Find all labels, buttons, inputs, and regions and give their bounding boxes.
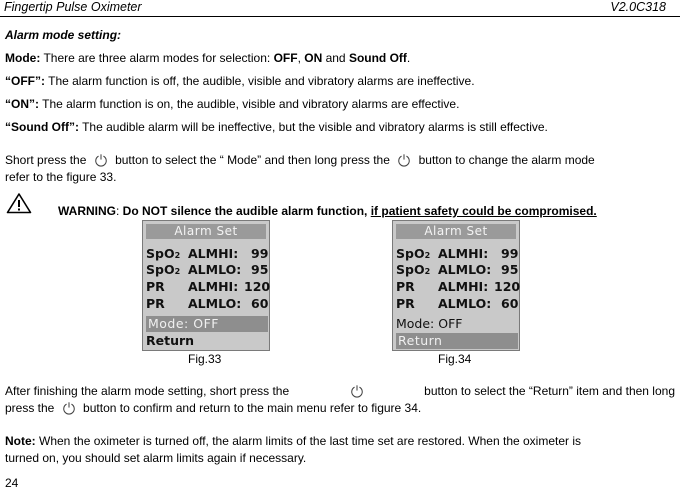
instruction-text: button to confirm and return to the main menu refer to figure 34. bbox=[83, 401, 422, 415]
power-icon bbox=[350, 384, 364, 398]
mode-on: ON bbox=[304, 51, 323, 65]
instruction-text: button to select the “ Mode” and then long press the bbox=[115, 153, 390, 167]
instruction-2-line2 bbox=[5, 401, 421, 415]
power-icon bbox=[62, 401, 76, 415]
screen-row bbox=[396, 279, 521, 295]
fig34-caption: Fig.34 bbox=[438, 352, 472, 366]
note-text: When the oximeter is turned off, the alarm limits of the last time set are restored. When the oximeter is bbox=[35, 434, 582, 448]
row-value: 95 bbox=[251, 262, 269, 277]
instruction-text: press the bbox=[5, 401, 55, 415]
warning-triangle-icon bbox=[6, 192, 32, 214]
on-text: The alarm function is on, the audible, visible and vibratory alarms are effective. bbox=[39, 97, 460, 111]
section-title: Alarm mode setting: bbox=[5, 28, 122, 42]
instruction-2 bbox=[5, 384, 675, 398]
row-value: 120 bbox=[494, 279, 521, 294]
screen-row bbox=[396, 296, 518, 312]
row-sub: 2 bbox=[174, 267, 181, 276]
on-definition bbox=[5, 97, 459, 111]
warning-line bbox=[58, 204, 597, 218]
mode-sep: , bbox=[297, 51, 305, 65]
mode-sep: and bbox=[322, 51, 349, 65]
screen-row bbox=[146, 279, 271, 295]
instruction-text: button to select the “Return” item and then long bbox=[424, 384, 675, 398]
row-limit: ALMLO: bbox=[188, 262, 242, 277]
warning-colon: : bbox=[116, 204, 123, 218]
sound-off-definition bbox=[5, 120, 548, 134]
row-param: SpO bbox=[396, 246, 425, 261]
screen-row bbox=[396, 246, 518, 262]
instruction-text: After finishing the alarm mode setting, short press the bbox=[5, 384, 290, 398]
row-param: SpO bbox=[146, 246, 175, 261]
mode-sound-off: Sound Off bbox=[348, 51, 407, 65]
off-definition bbox=[5, 74, 475, 88]
row-value: 99 bbox=[251, 246, 269, 261]
warning-text-underlined: if patient safety could be compromised. bbox=[370, 204, 597, 218]
row-sub: 2 bbox=[174, 251, 181, 260]
row-sub: 2 bbox=[424, 267, 431, 276]
mode-off: OFF bbox=[273, 51, 298, 65]
screen-row bbox=[146, 262, 268, 278]
warning-text: Do NOT silence the audible alarm function, bbox=[122, 204, 371, 218]
row-limit: ALMHI: bbox=[438, 279, 489, 294]
power-icon bbox=[397, 153, 411, 167]
row-limit: ALMHI: bbox=[188, 246, 239, 261]
off-text: The alarm function is off, the audible, visible and vibratory alarms are ineffective. bbox=[45, 74, 475, 88]
document-version: V2.0C318 bbox=[610, 0, 666, 14]
row-value: 95 bbox=[501, 262, 519, 277]
screen-row bbox=[146, 296, 268, 312]
power-icon bbox=[94, 153, 108, 167]
note-line2: turned on, you should set alarm limits again if necessary. bbox=[5, 451, 307, 465]
screen-title: Alarm Set bbox=[396, 224, 516, 239]
row-value: 120 bbox=[244, 279, 271, 294]
screen-return-selected: Return bbox=[396, 333, 518, 349]
warning-label: WARNING bbox=[58, 204, 116, 218]
document-title: Fingertip Pulse Oximeter bbox=[4, 0, 142, 14]
row-param: SpO bbox=[396, 262, 425, 277]
screen-row bbox=[396, 262, 518, 278]
mode-paragraph bbox=[5, 51, 410, 65]
row-value: 60 bbox=[501, 296, 519, 311]
note-paragraph bbox=[5, 434, 581, 448]
instruction-1-line2: refer to the figure 33. bbox=[5, 170, 117, 184]
row-limit: ALMHI: bbox=[438, 246, 489, 261]
screen-mode: Mode: OFF bbox=[396, 316, 463, 331]
note-label: Note: bbox=[5, 434, 36, 448]
row-value: 99 bbox=[501, 246, 519, 261]
instruction-text: button to change the alarm mode bbox=[418, 153, 595, 167]
on-label: “ON”: bbox=[5, 97, 39, 111]
row-limit: ALMLO: bbox=[438, 262, 492, 277]
sound-off-label: “Sound Off”: bbox=[5, 120, 79, 134]
screen-return: Return bbox=[146, 333, 195, 348]
row-value: 60 bbox=[251, 296, 269, 311]
row-param: PR bbox=[396, 296, 415, 311]
row-param: SpO bbox=[146, 262, 175, 277]
mode-text: There are three alarm modes for selection: bbox=[40, 51, 274, 65]
fig34-screen bbox=[392, 220, 520, 351]
screen-row bbox=[146, 246, 268, 262]
mode-label: Mode: bbox=[5, 51, 41, 65]
row-limit: ALMHI: bbox=[188, 279, 239, 294]
screen-title: Alarm Set bbox=[146, 224, 266, 239]
off-label: “OFF”: bbox=[5, 74, 45, 88]
fig33-screen bbox=[142, 220, 270, 351]
mode-end: . bbox=[406, 51, 411, 65]
page-number: 24 bbox=[5, 476, 19, 490]
instruction-1 bbox=[5, 153, 595, 167]
instruction-text: Short press the bbox=[5, 153, 87, 167]
page-header bbox=[0, 0, 680, 17]
sound-off-text: The audible alarm will be ineffective, but the visible and vibratory alarms is still effective. bbox=[78, 120, 548, 134]
row-param: PR bbox=[396, 279, 415, 294]
screen-mode-selected: Mode: OFF bbox=[146, 316, 268, 332]
row-param: PR bbox=[146, 296, 165, 311]
row-limit: ALMLO: bbox=[438, 296, 492, 311]
fig33-caption: Fig.33 bbox=[188, 352, 222, 366]
row-limit: ALMLO: bbox=[188, 296, 242, 311]
row-param: PR bbox=[146, 279, 165, 294]
row-sub: 2 bbox=[424, 251, 431, 260]
